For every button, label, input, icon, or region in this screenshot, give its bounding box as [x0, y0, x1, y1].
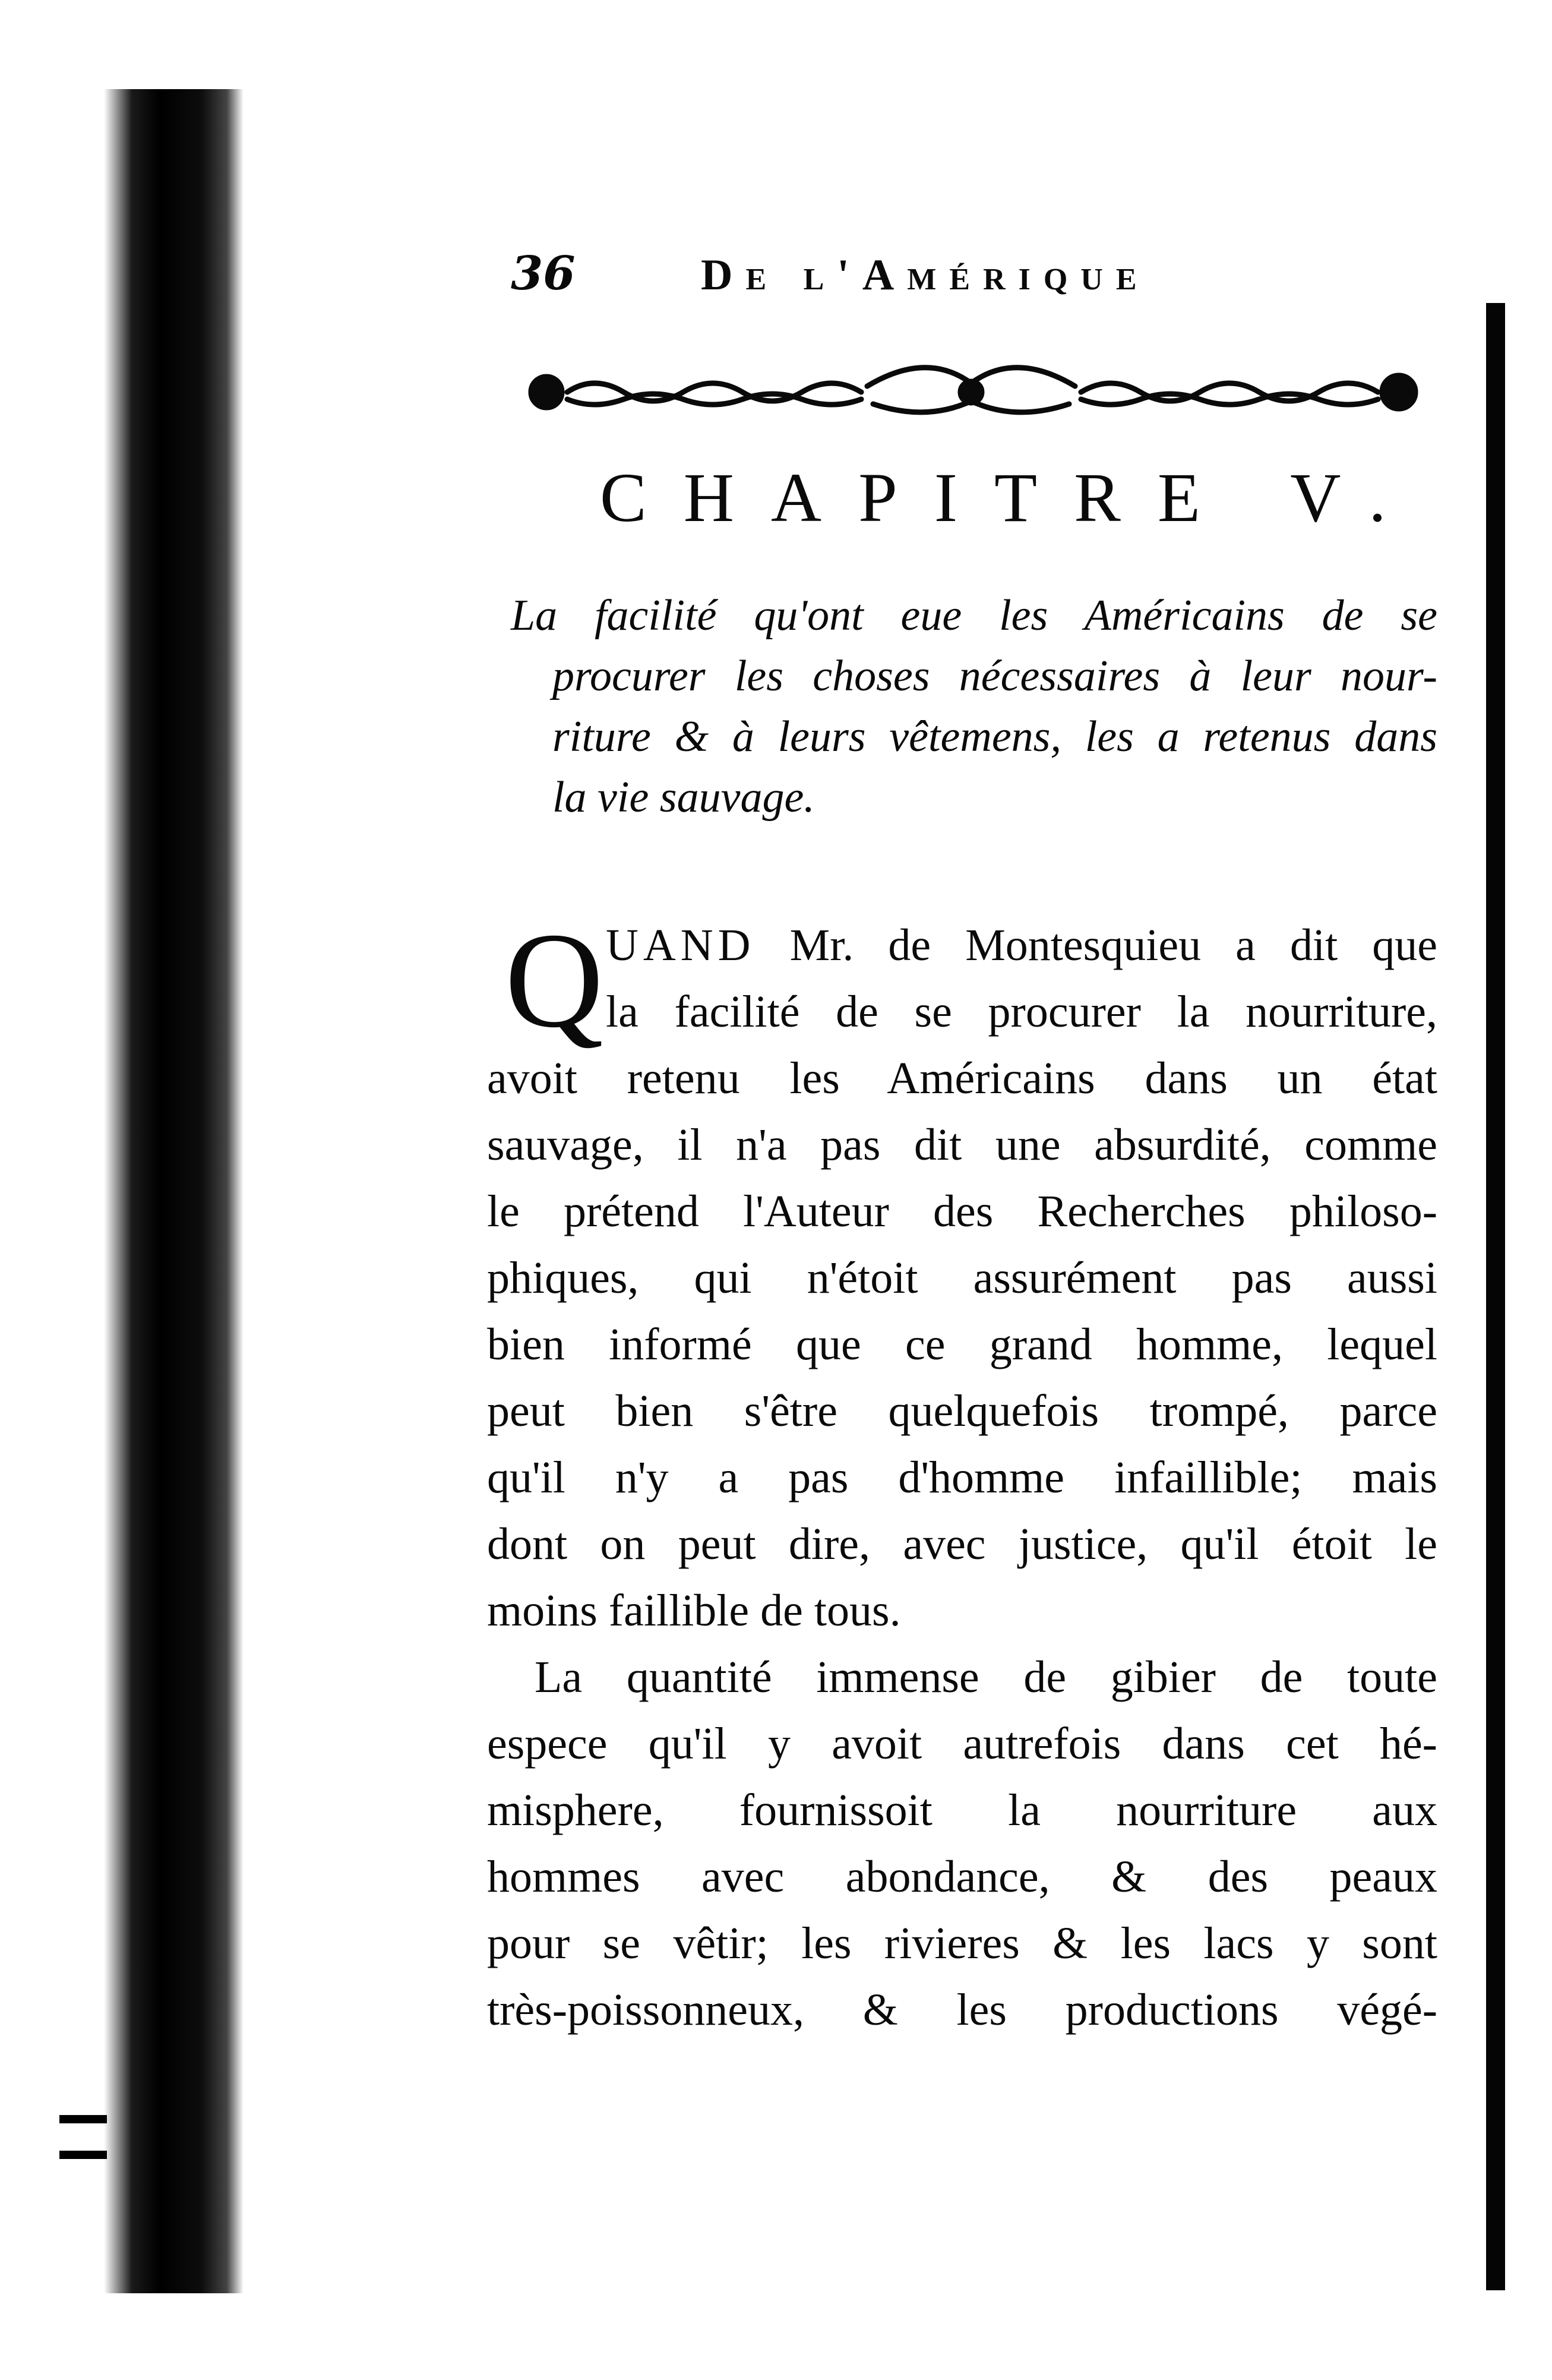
body-text — [487, 904, 1438, 2043]
body-line: misphere, fournissoit la nourriture aux — [487, 1785, 1437, 1835]
opening-paragraph — [487, 904, 1438, 1644]
drop-cap: Q — [505, 904, 604, 1056]
second-paragraph — [487, 1644, 1437, 2043]
body-line: espece qu'il y avoit autrefois dans cet hé- — [487, 1719, 1437, 1769]
opening-word: UAND — [606, 920, 756, 970]
body-line: sauvage, il n'a pas dit une absurdité, comme — [487, 1120, 1437, 1170]
body-line: bien informé que ce grand homme, lequel — [487, 1320, 1437, 1369]
running-head — [511, 247, 1461, 312]
body-line: La quantité immense de gibier de toute — [535, 1652, 1437, 1702]
chapter-summary — [511, 585, 1437, 828]
scan-right-edge-shadow — [1486, 303, 1505, 2290]
body-line: moins faillible de tous. — [487, 1586, 901, 1636]
opening-line-rest: Mr. de Montesquieu a dit que — [789, 920, 1438, 970]
body-line: qu'il n'y a pas d'homme infaillible; mais — [487, 1453, 1437, 1503]
body-line: hommes avec abondance, & des peaux — [487, 1852, 1437, 1902]
chapter-heading: CHAPITRE V. — [600, 459, 1423, 536]
summary-line: procurer les choses nécessaires à leur nour- — [552, 652, 1437, 700]
body-line: dont on peut dire, avec justice, qu'il étoit le — [487, 1519, 1437, 1569]
summary-line: La facilité qu'ont eue les Américains de se — [511, 591, 1437, 640]
body-line: pour se vêtir; les rivieres & les lacs y sont — [487, 1918, 1437, 1968]
summary-line: riture & à leurs vêtemens, les a retenus dans — [552, 712, 1437, 761]
body-line — [606, 912, 1437, 978]
scan-edge-mark — [59, 2151, 107, 2159]
page-number: 36 — [511, 247, 576, 301]
body-line: très-poissonneux, & les productions végé- — [487, 1985, 1437, 2035]
body-line: la facilité de se procurer la nourriture, — [606, 987, 1437, 1037]
body-line: peut bien s'être quelquefois trompé, parce — [487, 1386, 1437, 1436]
scan-left-edge-shadow — [104, 89, 244, 2293]
ornament-band — [511, 351, 1431, 428]
body-line: le prétend l'Auteur des Recherches philoso- — [487, 1186, 1437, 1236]
summary-line: la vie sauvage. — [552, 773, 815, 822]
scan-edge-mark — [59, 2115, 107, 2123]
body-line: phiques, qui n'étoit assurément pas aussi — [487, 1253, 1437, 1303]
body-line: avoit retenu les Américains dans un état — [487, 1053, 1437, 1103]
running-title: De l'Amérique — [701, 251, 1150, 299]
